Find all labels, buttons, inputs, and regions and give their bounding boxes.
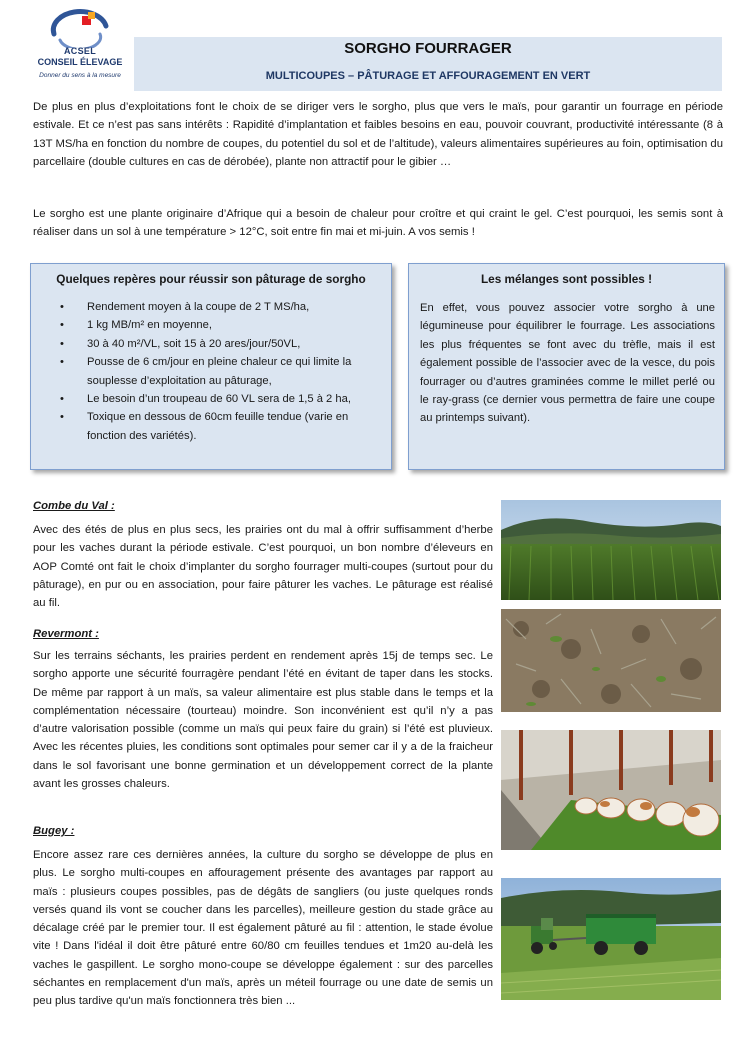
list-item: • 1 kg MB/m² en moyenne, [56, 316, 383, 334]
list-item: • Toxique en dessous de 60cm feuille tendue (varie en fonction des variétés). [56, 408, 383, 445]
sorghum-field-photo [501, 500, 721, 600]
region-text-combe-du-val: Avec des étés de plus en plus secs, les prairies ont du mal à offrir suffisamment d’herbe pour les vaches durant la période estivale. C’est pourquoi, un bon nombre d’éleveurs en AOP Comté ont fait le choix d’implanter du sorgho fourrager multi-coupes (surtout pour du pâturage), en pur ou en association, pour faire pâturer les vaches. Le pâturage est réalisé au fil. [33, 524, 493, 610]
region-heading-combe-du-val: Combe du Val : [33, 500, 115, 512]
mixtures-box [408, 263, 725, 470]
logo-tagline: Donner du sens à la mesure [39, 72, 121, 79]
region-heading-revermont: Revermont : [33, 628, 99, 640]
list-item: • Rendement moyen à la coupe de 2 T MS/ha, [56, 298, 383, 316]
region-text-revermont: Sur les terrains séchants, les prairies perdent en rendement après 15j de temps sec. Le sorgho apporte une sécurité fourragère pendant l’été en évitant de taper dans les stocks. De même par rapport à un maïs, sa valeur alimentaire est plus stable dans le temps et la complémentation nécessaire (tourteau) moindre. Son inconvénient est qu’il n’y a pas d’autre valorisation possible (comme un maïs qui peux faire du grain) si l’été est pluvieux. Avec les récentes pluies, les conditions sont optimales pour semer car il y a de la fraicheur dans le sol favorisant une bonne germination et un développement correct de la plante avant les grosses chaleurs. [33, 650, 493, 791]
acsel-logo-icon [48, 4, 112, 48]
intro-paragraph-2: Le sorgho est une plante originaire d’Afrique qui a besoin de chaleur pour croître et qui craint le gel. C’est pourquoi, les semis sont à réaliser dans un sol à une température > 12°C, soit entre fin mai et mi-juin. A vos semis ! [33, 208, 723, 239]
page-subtitle: MULTICOUPES – PÂTURAGE ET AFFOURAGEMENT EN VERT [265, 70, 591, 82]
tractor-harvest-photo [501, 878, 721, 1000]
list-item: • Pousse de 6 cm/jour en pleine chaleur ce qui limite la souplesse d’exploitation au pâturage, [56, 353, 383, 390]
header-banner [134, 37, 722, 91]
region-heading-bugey: Bugey : [33, 825, 75, 837]
tips-list [56, 298, 383, 445]
logo-name: ACSEL [63, 46, 96, 56]
tips-box-title: Quelques repères pour réussir son pâturage de sorgho [56, 272, 366, 286]
intro-paragraph-1: De plus en plus d’exploitations font le choix de se diriger vers le sorgho, plus que vers le maïs, pour garantir un fourrage en période estivale. Et ce n’est pas sans intérêts : Rapidité d’implantation et faibles besoins en eau, pouvoir couvrant, productivité intéressante (8 à 13T MS/ha en fonction du nombre de coupes, du potentiel du sol et de l’altitude), valeurs alimentaires supérieures au foin, optimisation du parcellaire (double cultures en cas de dérobée), plante non attractif pour le gibier … [33, 101, 723, 168]
acsel-logo [30, 4, 130, 84]
list-item: • 30 à 40 m²/VL, soit 15 à 20 ares/jour/50VL, [56, 335, 383, 353]
logo-subtitle: CONSEIL ÉLEVAGE [37, 57, 123, 67]
grazed-stubble-photo [501, 609, 721, 712]
list-item: • Le besoin d’un troupeau de 60 VL sera de 1,5 à 2 ha, [56, 390, 383, 408]
tips-box [30, 263, 392, 470]
page-title: SORGHO FOURRAGER [344, 40, 512, 57]
mixtures-box-title: Les mélanges sont possibles ! [480, 272, 653, 286]
cows-barn-photo [501, 730, 721, 850]
region-text-bugey: Encore assez rare ces dernières années, la culture du sorgho se développe de plus en plus. Le sorgho multi-coupes en affouragement présente des avantages par rapport au maïs : plusieurs coupes possibles, pas de dégâts de sangliers (ou juste quelques ronds versés quand ils vont se coucher dans les parcelles), meilleure gestion du stade grâce au décalage créé par le premier tour. Il est également pâturé au fil : attention, le stade évolue vite ! Dans l'idéal il doit être pâturé entre 60/80 cm feuilles tendues et 1m20 au-delà les vaches le gaspillent. Le sorgho mono-coupe se développe également : sur des parcelles séchantes en remplacement d'un maïs, après un méteil fourrage ou une date de semis un peu plus tardive qu'un maïs fonctionnera très bien ... [33, 849, 493, 1008]
mixtures-box-text: En effet, vous pouvez associer votre sorgho à une légumineuse pour équilibrer le fourrage. Les associations les plus fréquentes se font avec du trèfle, mais il est également possible de l’associer avec de la vesce, du pois fourrager ou d’autres graminées comme le millet perlé ou le ray-grass (ce dernier vous permettra de faire une coupe au printemps suivant). [420, 302, 715, 425]
